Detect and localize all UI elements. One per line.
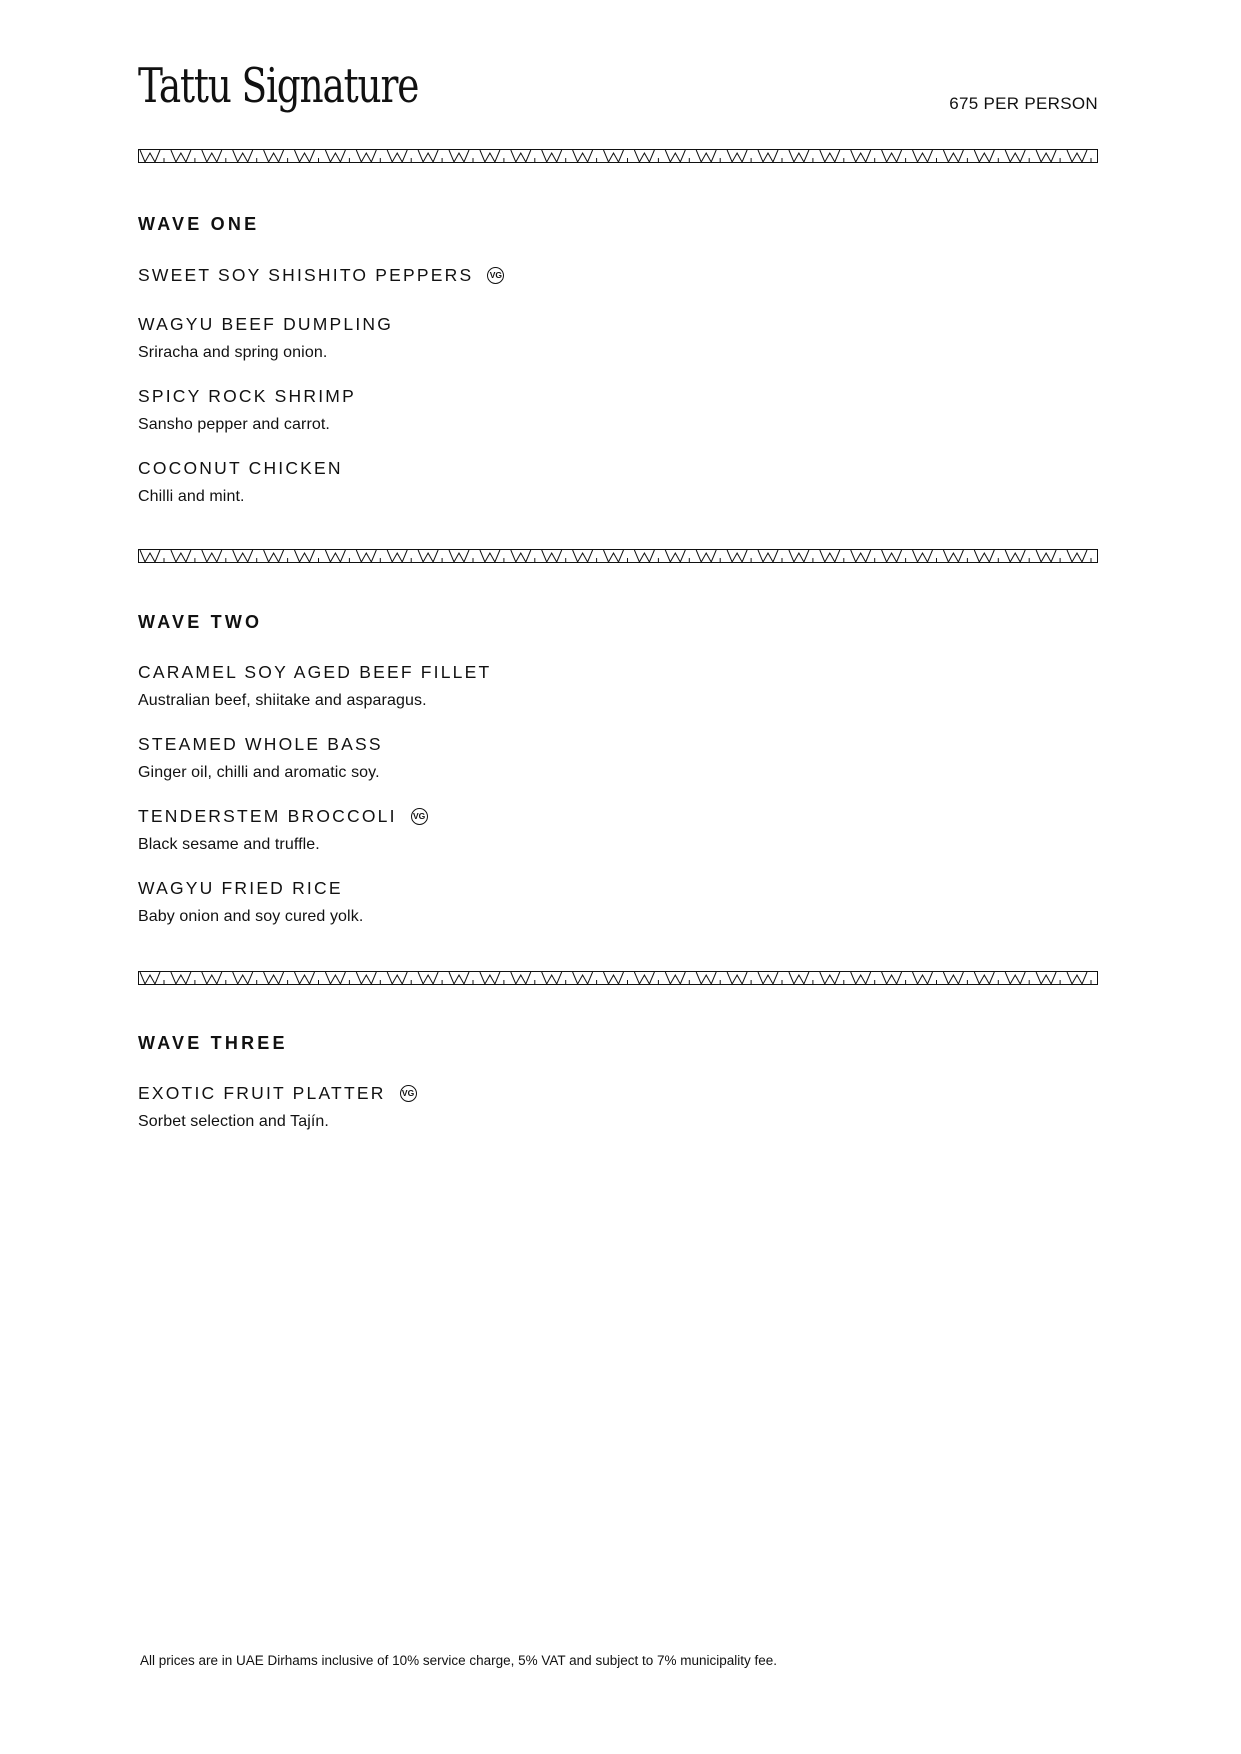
wave-two-title: WAVE TWO <box>138 612 263 632</box>
dish-item <box>138 805 428 855</box>
dish-description: Sansho pepper and carrot. <box>138 416 330 433</box>
dish-name <box>138 805 428 827</box>
dish-name-text: TENDERSTEM BROCCOLI <box>138 806 397 826</box>
dish-name <box>138 1082 417 1104</box>
dish-item <box>138 877 363 927</box>
dish-description: Baby onion and soy cured yolk. <box>138 908 364 925</box>
dish-name-text: EXOTIC FRUIT PLATTER <box>138 1083 386 1103</box>
dish-description: Australian beef, shiitake and asparagus. <box>138 692 427 709</box>
price-per-person: 675 PER PERSON <box>949 94 1098 113</box>
dish-description: Black sesame and truffle. <box>138 836 320 853</box>
vegan-badge-icon: VG <box>400 1085 417 1102</box>
wave-three-title: WAVE THREE <box>138 1033 288 1053</box>
dish-item <box>138 661 491 711</box>
decorative-divider <box>138 149 1098 163</box>
dish-item <box>138 1082 417 1132</box>
pricing-footnote: All prices are in UAE Dirhams inclusive of 10% service charge, 5% VAT and subject to 7% municipality fee. <box>140 1653 778 1668</box>
dish-name-text: SWEET SOY SHISHITO PEPPERS <box>138 265 474 285</box>
dish-name: STEAMED WHOLE BASS <box>138 734 383 754</box>
decorative-divider <box>138 549 1098 563</box>
vegan-badge-icon: VG <box>411 808 428 825</box>
dish-name: COCONUT CHICKEN <box>138 458 343 478</box>
brand-logo: Tattu Signature <box>138 58 419 114</box>
dish-name: WAGYU FRIED RICE <box>138 878 343 898</box>
dish-description: Sriracha and spring onion. <box>138 344 328 361</box>
dish-item <box>138 733 383 783</box>
vegan-badge-icon: VG <box>487 267 504 284</box>
dish-item <box>138 264 504 286</box>
dish-name <box>138 264 504 286</box>
dish-name: WAGYU BEEF DUMPLING <box>138 314 394 334</box>
wave-one-title: WAVE ONE <box>138 214 260 234</box>
dish-description: Chilli and mint. <box>138 488 245 505</box>
decorative-divider <box>138 971 1098 985</box>
dish-name: CARAMEL SOY AGED BEEF FILLET <box>138 662 492 682</box>
dish-item <box>138 457 343 507</box>
dish-name: SPICY ROCK SHRIMP <box>138 386 356 406</box>
dish-item <box>138 385 356 435</box>
dish-item <box>138 313 393 363</box>
dish-description: Ginger oil, chilli and aromatic soy. <box>138 764 380 781</box>
dish-description: Sorbet selection and Tajín. <box>138 1113 329 1130</box>
